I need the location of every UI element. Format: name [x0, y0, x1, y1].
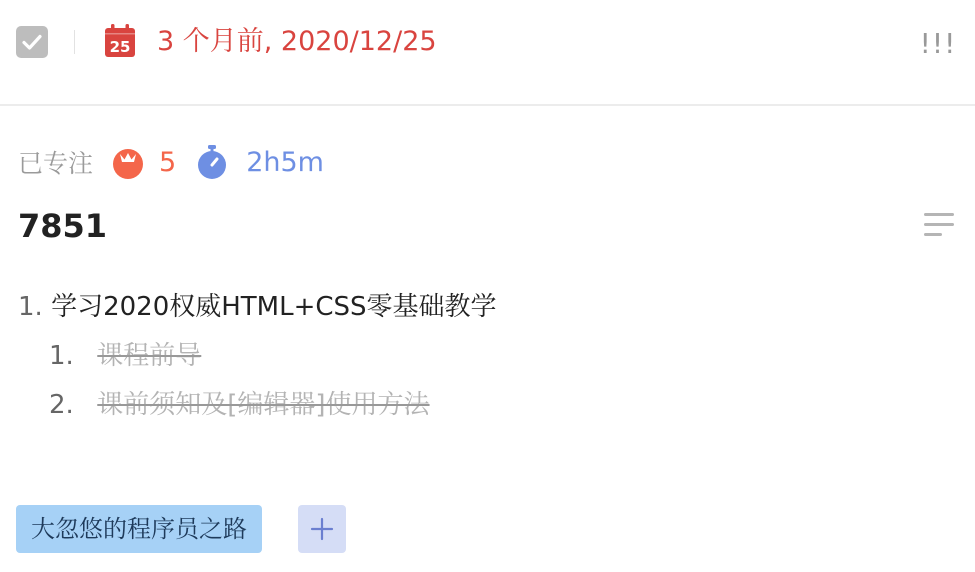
focus-duration: 2h5m: [246, 146, 324, 178]
header-divider: [74, 30, 75, 54]
list-item-text: 课前须知及[编辑器]使用方法: [97, 390, 430, 420]
content-list-subitem[interactable]: [49, 336, 201, 376]
priority-button[interactable]: [918, 22, 958, 62]
content-list-subitem[interactable]: [49, 385, 430, 425]
task-complete-checkbox[interactable]: [16, 26, 48, 58]
focus-stats: [18, 142, 324, 182]
tag-chip[interactable]: 大忽悠的程序员之路: [16, 505, 262, 553]
task-title[interactable]: 7851: [18, 207, 108, 245]
stopwatch-icon: [196, 145, 228, 179]
calendar-day-number: 25: [109, 38, 131, 56]
plus-icon: [310, 517, 334, 541]
pomodoro-icon: [111, 145, 145, 179]
due-date-text[interactable]: 3 个月前, 2020/12/25: [157, 26, 437, 57]
description-mode-icon[interactable]: [922, 210, 956, 240]
pomodoro-count: 5: [159, 146, 177, 178]
list-number: 2.: [49, 390, 74, 420]
calendar-icon[interactable]: [104, 24, 136, 58]
list-item-text: 学习2020权威HTML+CSS零基础教学: [51, 292, 497, 322]
content-list-item[interactable]: [18, 287, 497, 327]
add-tag-button[interactable]: [298, 505, 346, 553]
priority-flag-icon: [919, 25, 957, 60]
priority-glyph: !!!: [919, 27, 957, 60]
check-icon: [21, 31, 43, 53]
focus-label: 已专注: [18, 149, 94, 178]
list-item-text: 课程前导: [97, 341, 202, 371]
task-header: [0, 0, 975, 106]
list-number: 1.: [18, 292, 43, 322]
list-number: 1.: [49, 341, 74, 371]
